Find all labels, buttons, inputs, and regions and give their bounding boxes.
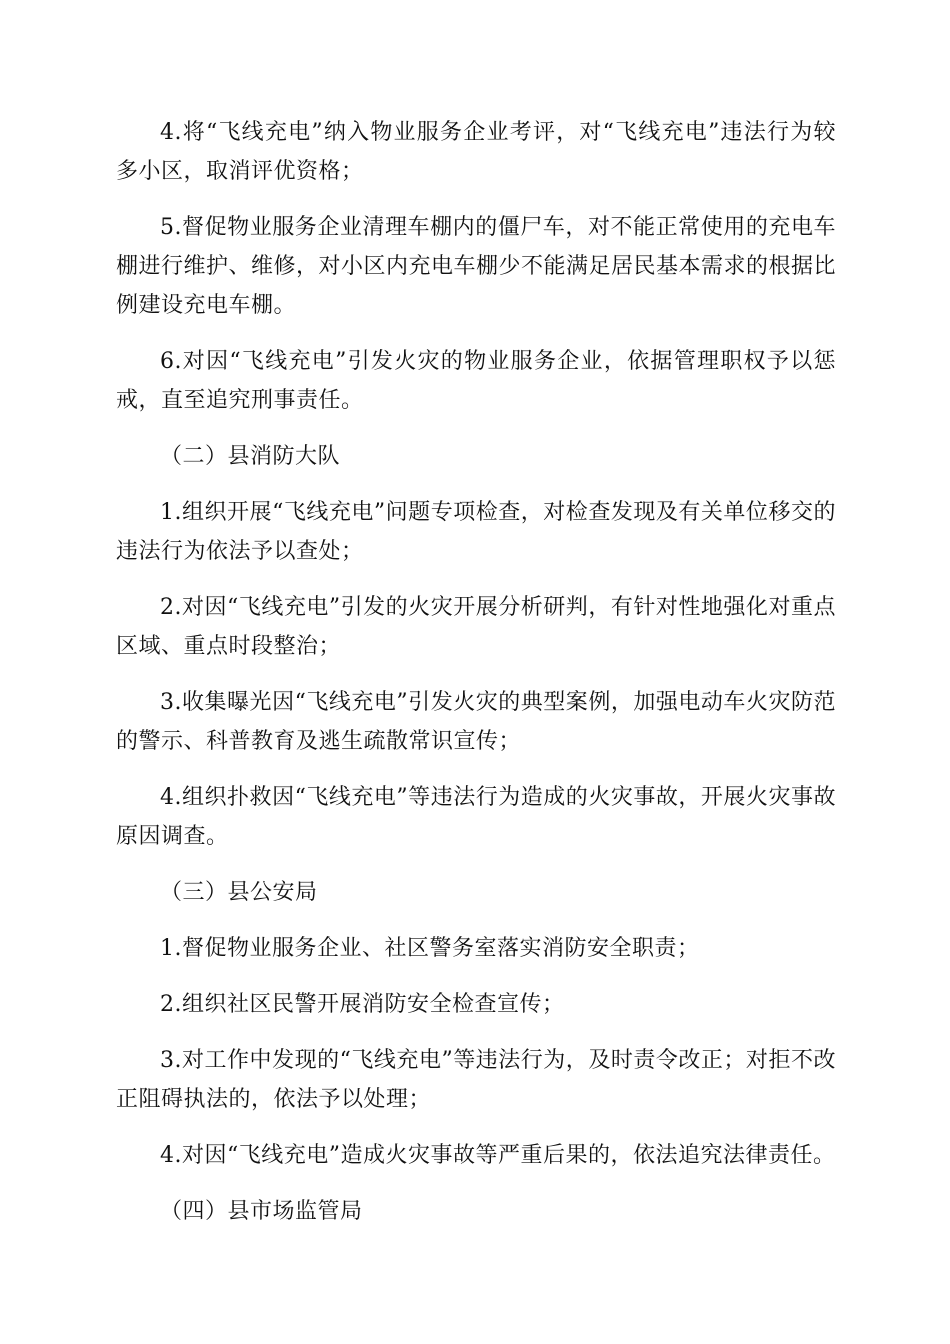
paragraph-gap [116,476,836,493]
paragraph-property-evaluation: 4.将“飞线充电”纳入物业服务企业考评，对“飞线充电”违法行为较多小区，取消评优资格； [116,120,836,184]
paragraph-typical-cases: 3.收集曝光因“飞线充电”引发火灾的典型案例，加强电动车火灾防范的警示、科普教育及逃生疏散常识宣传； [116,690,836,754]
document-body [116,113,836,1231]
paragraph-gap [116,1175,836,1192]
paragraph-fire-rescue: 4.组织扑救因“飞线充电”等违法行为造成的火灾事故，开展火灾事故原因调查。 [116,785,836,849]
paragraph-gap [116,856,836,873]
paragraph-zombie-vehicles: 5.督促物业服务企业清理车棚内的僵尸车，对不能正常使用的充电车棚进行维护、维修，对小区内充电车棚少不能满足居民基本需求的根据比例建设充电车棚。 [116,215,837,318]
paragraph-gap [116,1119,836,1136]
paragraph-police-duties: 1.督促物业服务企业、社区警务室落实消防安全职责； [160,936,700,961]
paragraph-fire-analysis: 2.对因“飞线充电”引发的火灾开展分析研判，有针对性地强化对重点区域、重点时段整治； [116,595,836,659]
section-heading-market-supervision: （四）县市场监管局 [160,1199,363,1224]
paragraph-gap [116,191,836,208]
paragraph-community-police: 2.组织社区民警开展消防安全检查宣传； [160,992,565,1017]
section-heading-fire-brigade: （二）县消防大队 [160,444,341,469]
paragraph-gap [116,325,836,342]
paragraph-gap [116,761,836,778]
paragraph-gap [116,912,836,929]
paragraph-gap [116,1024,836,1041]
paragraph-order-correction: 3.对工作中发现的“飞线充电”等违法行为，及时责令改正；对拒不改正阻碍执法的，依法予以处理； [116,1048,836,1112]
paragraph-punishment: 6.对因“飞线充电”引发火灾的物业服务企业，依据管理职权予以惩戒，直至追究刑事责任。 [116,349,836,413]
paragraph-gap [116,666,836,683]
paragraph-special-inspection: 1.组织开展“飞线充电”问题专项检查，对检查发现及有关单位移交的违法行为依法予以查处； [116,500,836,564]
paragraph-gap [116,571,836,588]
paragraph-gap [116,420,836,437]
paragraph-legal-liability: 4.对因“飞线充电”造成火灾事故等严重后果的，依法追究法律责任。 [160,1143,836,1168]
section-heading-public-security: （三）县公安局 [160,880,318,905]
paragraph-gap [116,968,836,985]
